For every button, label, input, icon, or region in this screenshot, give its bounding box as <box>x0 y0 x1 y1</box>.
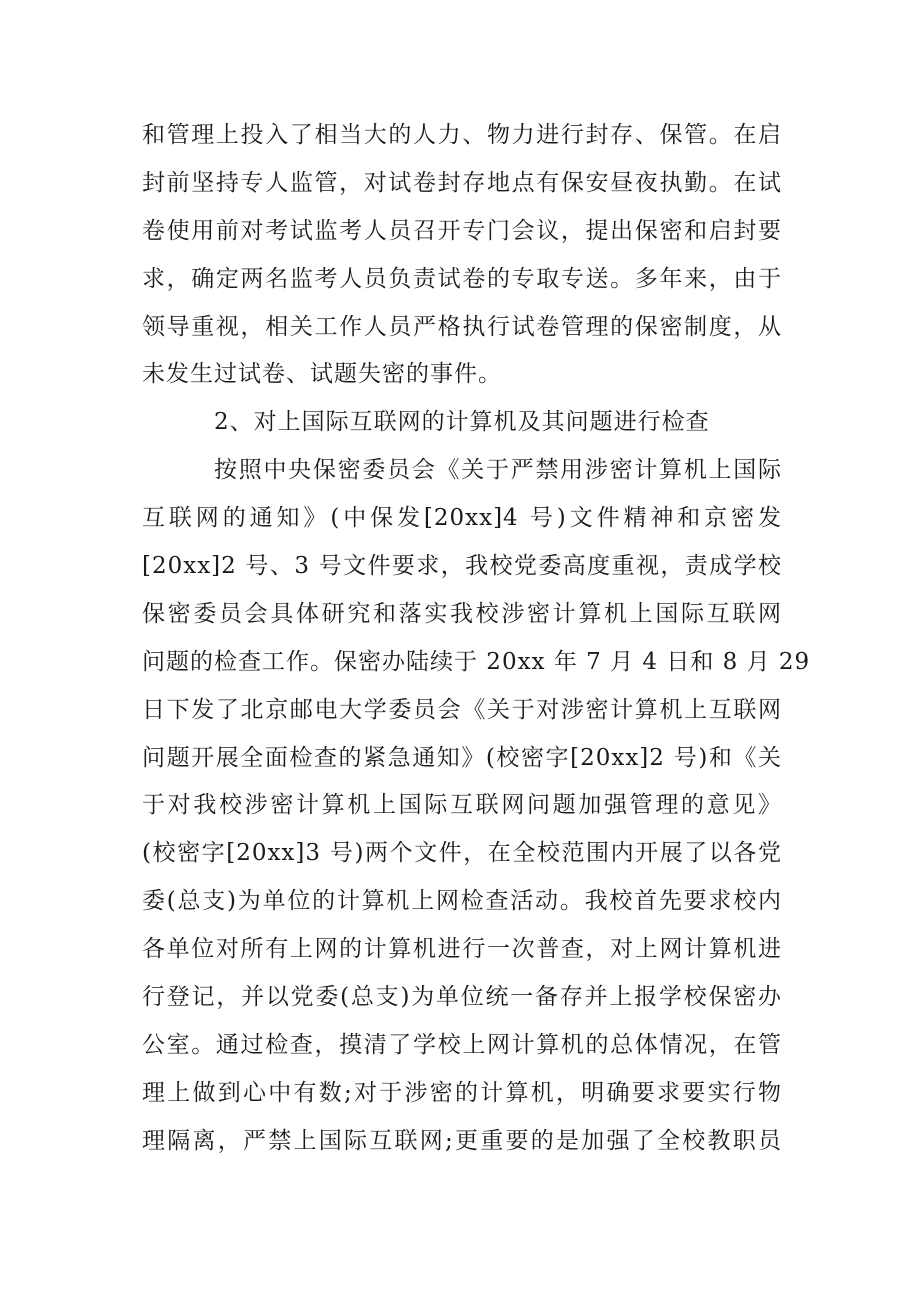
paragraph-line: 求，确定两名监考人员负责试卷的专取专送。多年来，由于 <box>142 265 782 292</box>
paragraph-line: 保密委员会具体研究和落实我校涉密计算机上国际互联网 <box>142 600 782 627</box>
paragraph-line: 封前坚持专人监管，对试卷封存地点有保安昼夜执勤。在试 <box>142 169 782 196</box>
paragraph-line: 日下发了北京邮电大学委员会《关于对涉密计算机上互联网 <box>142 696 782 723</box>
paragraph-line: 行登记，并以党委(总支)为单位统一备存并上报学校保密办 <box>142 984 782 1011</box>
paragraph-line: (校密字[20xx]3 号)两个文件，在全校范围内开展了以各党 <box>142 840 782 867</box>
paragraph-line: 委(总支)为单位的计算机上网检查活动。我校首先要求校内 <box>142 888 782 915</box>
paragraph-line: 卷使用前对考试监考人员召开专门会议，提出保密和启封要 <box>142 217 782 244</box>
paragraph-line: [20xx]2 号、3 号文件要求，我校党委高度重视，责成学校 <box>142 553 782 580</box>
paragraph-line: 互联网的通知》(中保发[20xx]4 号)文件精神和京密发 <box>142 505 782 532</box>
paragraph-line: 问题的检查工作。保密办陆续于 20xx 年 7 月 4 日和 8 月 29 <box>142 648 811 675</box>
paragraph-internet-computer-check <box>142 447 811 1165</box>
paragraph-line: 和管理上投入了相当大的人力、物力进行封存、保管。在启 <box>142 122 782 148</box>
paragraph-line: 各单位对所有上网的计算机进行一次普查，对上网计算机进 <box>142 936 782 963</box>
paragraph-line: 公室。通过检查，摸清了学校上网计算机的总体情况，在管 <box>142 1031 782 1058</box>
paragraph-line: 未发生过试卷、试题失密的事件。 <box>142 361 502 388</box>
paragraph-test-paper-management <box>142 112 782 399</box>
paragraph-line: 按照中央保密委员会《关于严禁用涉密计算机上国际 <box>214 457 782 484</box>
paragraph-line: 理隔离，严禁上国际互联网;更重要的是加强了全校教职员 <box>142 1127 782 1154</box>
paragraph-line: 问题开展全面检查的紧急通知》(校密字[20xx]2 号)和《关 <box>142 744 782 771</box>
paragraph-line: 于对我校涉密计算机上国际互联网问题加强管理的意见》 <box>142 792 782 819</box>
section-heading: 2、对上国际互联网的计算机及其问题进行检查 <box>214 409 710 436</box>
paragraph-line: 领导重视，相关工作人员严格执行试卷管理的保密制度，从 <box>142 313 782 340</box>
paragraph-line: 理上做到心中有数;对于涉密的计算机，明确要求要实行物 <box>142 1079 782 1106</box>
document-body <box>142 112 811 1166</box>
